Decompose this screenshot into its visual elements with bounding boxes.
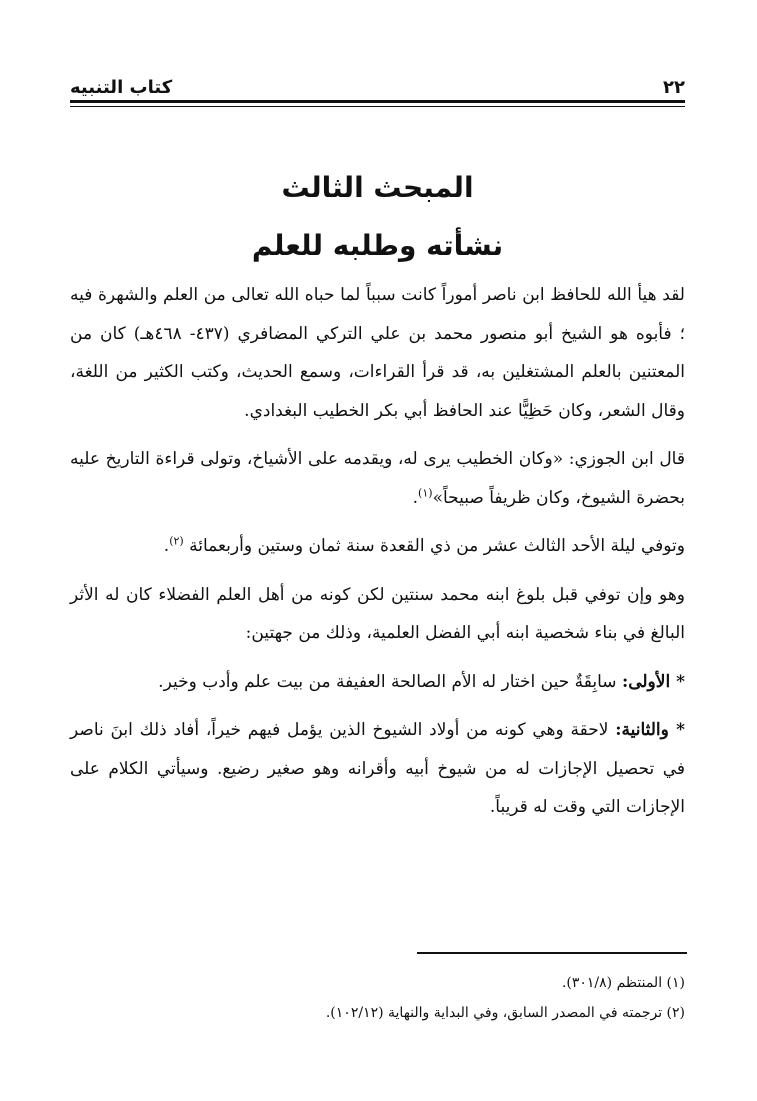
footnotes [70, 968, 685, 1028]
paragraph-5 [70, 663, 685, 702]
first-point-label: * الأولى: [621, 671, 685, 692]
footnote-ref-2: (٢) [169, 534, 184, 548]
header-rule-thin [70, 106, 685, 107]
paragraph-3 [70, 527, 685, 566]
footnote-1: (١) المنتظم (٣٠١/٨). [561, 975, 685, 991]
book-title: كتاب التنبيه [70, 77, 173, 98]
paragraph-4 [70, 576, 685, 653]
paragraph-1-text: لقد هيأ الله للحافظ ابن ناصر أموراً كانت سبباً لما حباه الله تعالى من العلم والشهرة فيه ؛ فأبوه هو الشيخ أبو منصور محمد بن علي التركي المضافري (٤٣٧- ٤٦٨هـ) كان من المعتنين بالعلم المشتغلين به، قد قرأ القراءات، وسمع الحديث، وكتب الكثير من اللغة، وقال الشعر، وكان حَظِيًّا عند الحافظ أبي بكر الخطيب البغدادي. [70, 285, 685, 421]
paragraph-6 [70, 711, 685, 827]
section-title: المبحث الثالث [281, 171, 474, 204]
paragraph-5-text: سابِقَةٌ حين اختار له الأم الصالحة العفيفة من بيت علم وأدب وخير. [158, 671, 617, 692]
page-number: ٢٢ [663, 77, 685, 98]
paragraph-2-text: قال ابن الجوزي: «وكان الخطيب يرى له، ويقدمه على الأشياخ، وتولى قراءة التاريخ عليه بحضرة الشيوخ، وكان ظريفاً صبيحاً» [70, 449, 685, 508]
paragraph-1 [70, 276, 685, 430]
section-subtitle: نشأته وطلبه للعلم [251, 229, 504, 262]
footnote-ref-1: (١) [418, 485, 433, 499]
paragraph-2-end: . [412, 487, 419, 508]
running-header [70, 72, 685, 98]
paragraph-4-text: وهو وإن توفي قبل بلوغ ابنه محمد سنتين لكن كونه من أهل العلم الفضلاء كان له الأثر البالغ في بناء شخصية ابنه أبي الفضل العلمية، وذلك من جهتين: [70, 584, 685, 643]
paragraph-6-text: لاحقة وهي كونه من أولاد الشيوخ الذين يؤمل فيهم خيراً، أفاد ذلك ابنَ ناصر في تحصيل الإجازات له من شيوخ أبيه وأقرانه وهو صغير رضيع. وسيأتي الكلام على الإجازات التي وقت له قريباً. [70, 720, 685, 817]
paragraph-2 [70, 440, 685, 517]
footnote-2: (٢) ترجمته في المصدر السابق، وفي البداية والنهاية (١٠٢/١٢). [325, 1005, 685, 1021]
paragraph-3-end: . [163, 536, 170, 556]
header-rule [70, 100, 685, 103]
paragraph-3-text: وتوفي ليلة الأحد الثالث عشر من ذي القعدة سنة ثمان وستين وأربعمائة [189, 536, 685, 556]
body-text [70, 276, 685, 837]
footnote-separator [417, 952, 687, 954]
second-point-label: * والثانية: [615, 720, 686, 740]
